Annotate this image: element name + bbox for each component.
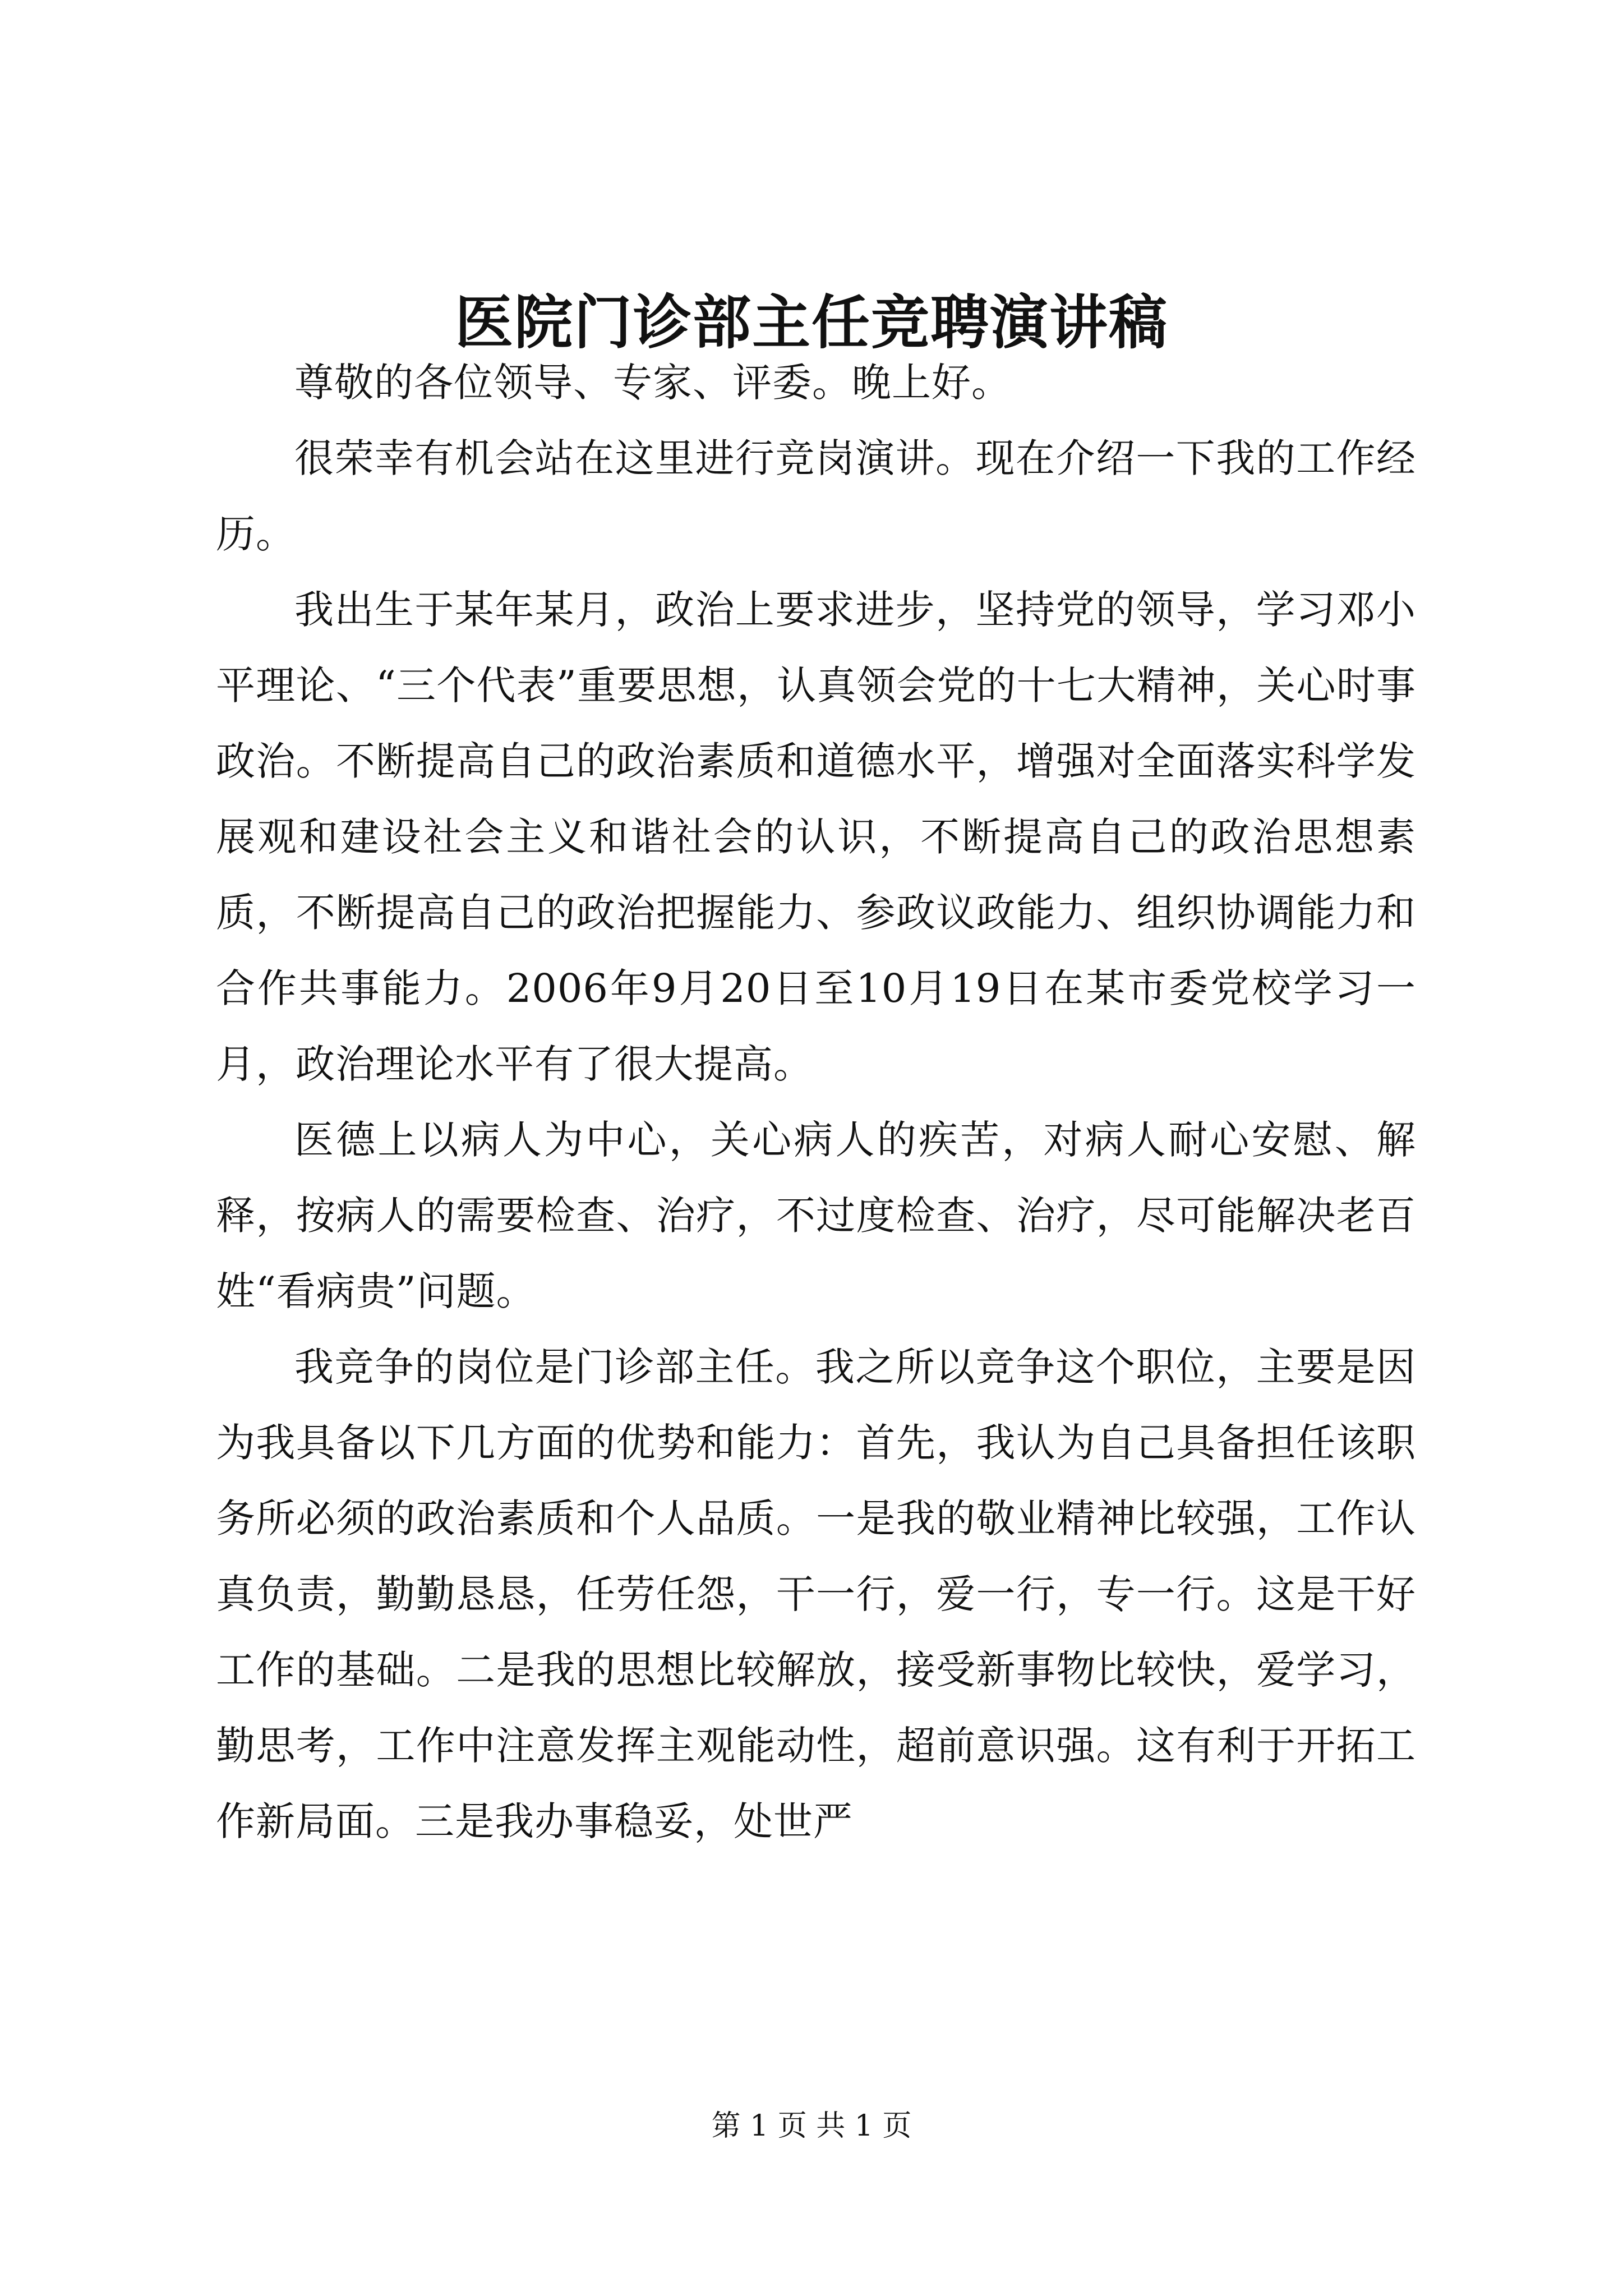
page-footer: 第 1 页 共 1 页 [711,2109,912,2143]
document-title: 医院门诊部主任竞聘演讲稿 [454,288,1168,357]
paragraph-intro: 很荣幸有机会站在这里进行竞岗演讲。现在介绍一下我的工作经历。 [216,435,1416,557]
paragraph-greeting: 尊敬的各位领导、专家、评委。晚上好。 [294,360,1011,406]
document-body [216,345,1416,1860]
paragraph-medical-ethics: 医德上以病人为中心，关心病人的疾苦，对病人耐心安慰、解释，按病人的需要检查、治疗，不过度检查、治疗，尽可能解决老百姓“看病贵”问题。 [216,1117,1416,1314]
paragraph-political: 我出生于某年某月，政治上要求进步，坚持党的领导，学习邓小平理论、“三个代表”重要思想，认真领会党的十七大精神，关心时事政治。不断提高自己的政治素质和道德水平，增强对全面落实科学发展观和建设社会主义和谐社会的认识，不断提高自己的政治思想素质，不断提高自己的政治把握能力、参政议政能力、组织协调能力和合作共事能力。2006年9月20日至10月19日在某市委党校学习一月，政治理论水平有了很大提高。 [216,587,1416,1087]
paragraph-position: 我竞争的岗位是门诊部主任。我之所以竞争这个职位，主要是因为我具备以下几方面的优势和能力：首先，我认为自己具备担任该职务所必须的政治素质和个人品质。一是我的敬业精神比较强，工作认真负责，勤勤恳恳，任劳任怨，干一行，爱一行，专一行。这是干好工作的基础。二是我的思想比较解放，接受新事物比较快，爱学习，勤思考，工作中注意发挥主观能动性，超前意识强。这有利于开拓工作新局面。三是我办事稳妥，处世严 [216,1344,1416,1844]
